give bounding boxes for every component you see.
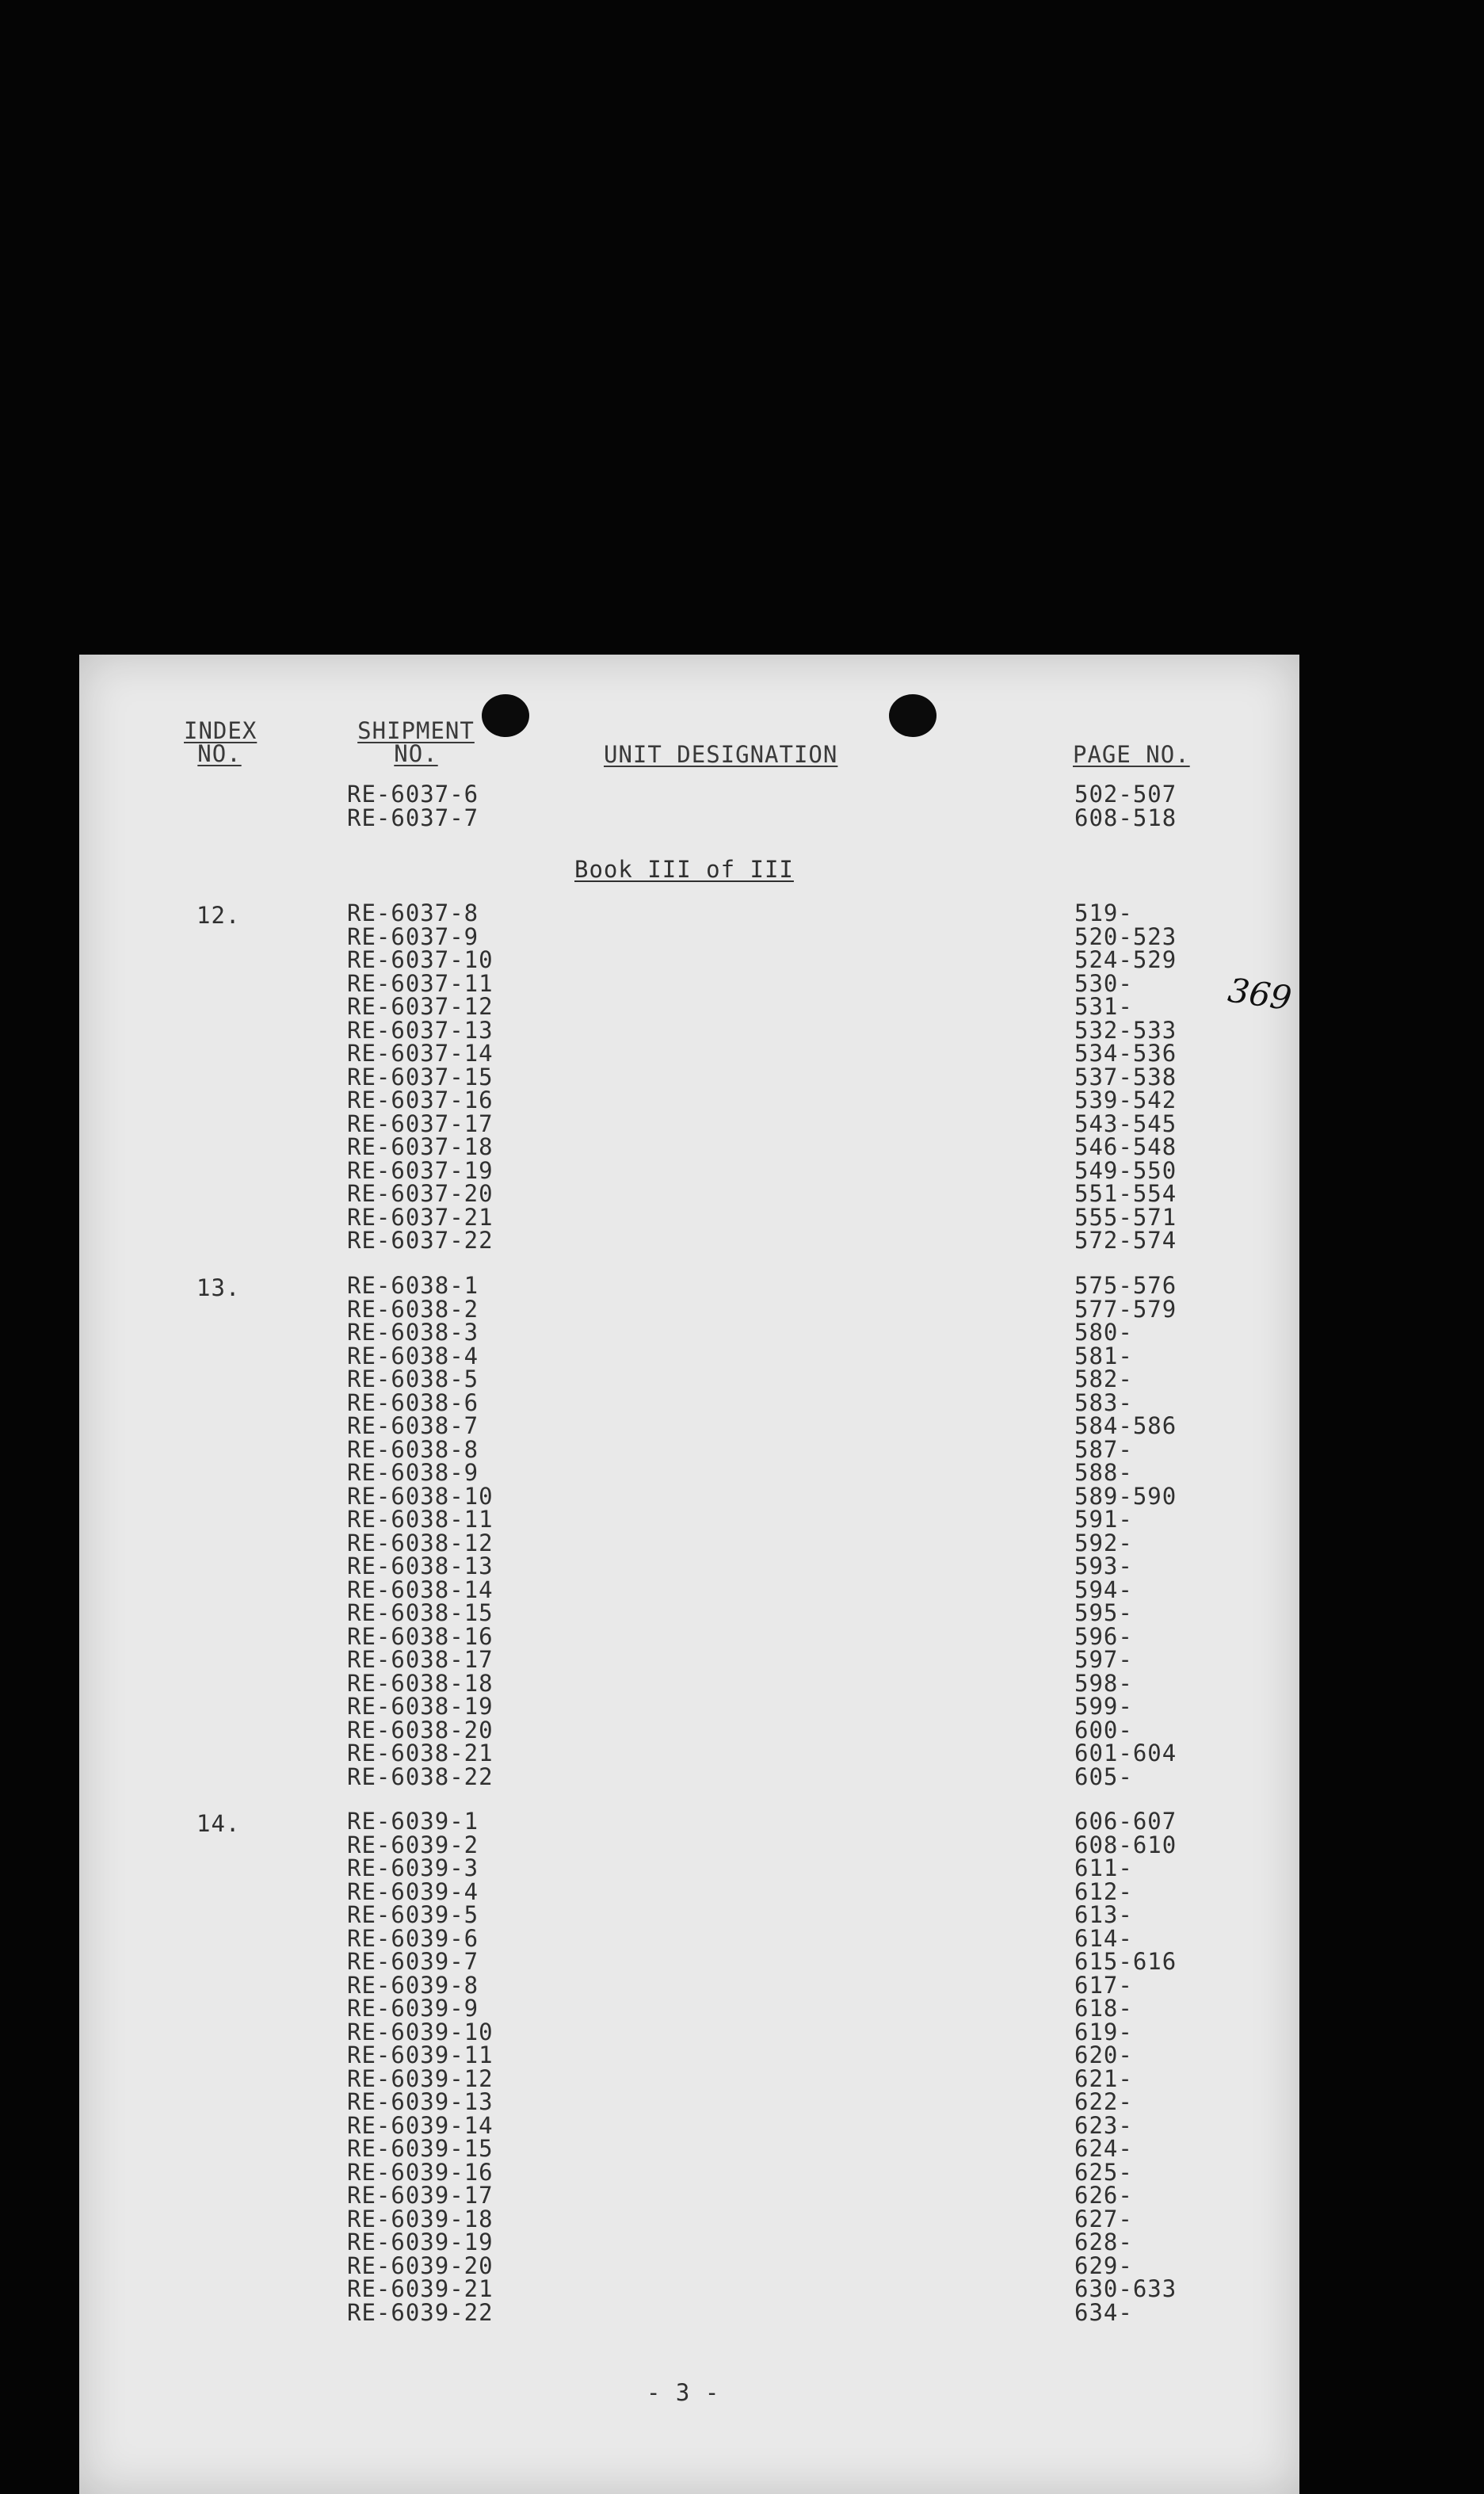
page-range: 531- [1074,993,1133,1020]
page-range: 524-529 [1074,946,1177,973]
shipment-number: RE-6039-5 [347,1901,479,1928]
shipment-number: RE-6038-1 [347,1272,479,1299]
page-range: 592- [1074,1529,1133,1556]
page-number: - 3 - [647,2379,720,2406]
shipment-number: RE-6037-17 [347,1110,494,1137]
index-header-line2: NO. [197,740,242,767]
page-range: 614- [1074,1924,1133,1952]
shipment-number: RE-6037-10 [347,946,494,973]
page-range: 600- [1074,1716,1133,1744]
shipment-number: RE-6039-16 [347,2158,494,2186]
page-range: 612- [1074,1877,1133,1905]
page-list [1074,899,1177,1254]
page-range: 629- [1074,2251,1133,2279]
page-range: 619- [1074,2018,1133,2045]
page-range: 634- [1074,2298,1133,2326]
shipment-number: RE-6038-21 [347,1740,494,1766]
page-range: 584-586 [1074,1412,1177,1439]
shipment-number: RE-6039-9 [347,1995,479,2022]
page-range: 534-536 [1074,1040,1177,1067]
shipment-list [347,1274,494,1789]
page-range: 587- [1074,1435,1133,1463]
shipment-number: RE-6037-6 [347,781,479,808]
page-range: 622- [1074,2088,1133,2115]
shipment-number: RE-6037-8 [347,899,479,926]
shipment-number: RE-6038-11 [347,1506,494,1533]
page-range: 594- [1074,1575,1133,1603]
page-range: 608-518 [1074,804,1177,831]
page-range: 599- [1074,1693,1133,1720]
shipment-number: RE-6039-20 [347,2251,494,2279]
page-range: 613- [1074,1901,1133,1928]
page-range: 627- [1074,2205,1133,2232]
shipment-number: RE-6039-14 [347,2111,494,2139]
index-header-line1: INDEX [184,717,258,744]
shipment-header-line1: SHIPMENT [357,717,475,744]
book-label: Book III of III [574,856,794,883]
document-page [79,655,1299,2494]
handwritten-page-mark: 369 [1225,970,1295,1018]
shipment-number: RE-6038-6 [347,1388,479,1416]
page-range: 583- [1074,1388,1133,1416]
shipment-number: RE-6039-12 [347,2064,494,2092]
shipment-number: RE-6038-5 [347,1365,479,1392]
shipment-number: RE-6038-10 [347,1482,494,1510]
shipment-number: RE-6038-14 [347,1575,494,1603]
page-no-header: PAGE NO. [1073,741,1190,768]
page-range: 588- [1074,1459,1133,1486]
page-range: 601-604 [1074,1740,1177,1766]
top-page-list [1074,783,1177,830]
punch-hole-left [482,694,529,737]
shipment-number: RE-6038-8 [347,1435,479,1463]
page-range: 628- [1074,2229,1133,2255]
shipment-number: RE-6039-10 [347,2018,494,2045]
page-range: 595- [1074,1599,1133,1626]
shipment-number: RE-6038-15 [347,1599,494,1626]
top-shipment-list [347,783,479,830]
shipment-number: RE-6039-19 [347,2229,494,2255]
page-range: 580- [1074,1319,1133,1346]
page-range: 589-590 [1074,1482,1177,1510]
page-range: 555-571 [1074,1203,1177,1231]
section-index: 14. [196,1810,241,1837]
shipment-number: RE-6039-2 [347,1831,479,1858]
page-range: 551-554 [1074,1180,1177,1207]
shipment-number: RE-6037-14 [347,1040,494,1067]
shipment-number: RE-6037-20 [347,1180,494,1207]
page-range: 626- [1074,2182,1133,2209]
shipment-number: RE-6038-18 [347,1669,494,1697]
page-range: 577-579 [1074,1295,1177,1323]
shipment-number: RE-6037-21 [347,1203,494,1231]
shipment-number: RE-6039-6 [347,1924,479,1952]
shipment-number: RE-6038-13 [347,1553,494,1579]
section-index: 13. [196,1274,241,1301]
shipment-number: RE-6037-15 [347,1063,494,1090]
shipment-number: RE-6039-4 [347,1877,479,1905]
page-range: 624- [1074,2135,1133,2162]
page-range: 598- [1074,1669,1133,1697]
shipment-number: RE-6037-22 [347,1227,494,1254]
shipment-number: RE-6038-19 [347,1693,494,1720]
shipment-number: RE-6039-21 [347,2275,494,2302]
shipment-number: RE-6038-17 [347,1646,494,1673]
page-range: 520-523 [1074,922,1177,950]
page-range: 623- [1074,2111,1133,2139]
page-range: 549-550 [1074,1156,1177,1184]
page-range: 543-545 [1074,1110,1177,1137]
page-range: 539-542 [1074,1087,1177,1113]
shipment-no-header [349,717,483,767]
shipment-number: RE-6037-19 [347,1156,494,1184]
page-range: 605- [1074,1763,1133,1790]
shipment-number: RE-6038-9 [347,1459,479,1486]
page-range: 582- [1074,1365,1133,1392]
page-range: 591- [1074,1506,1133,1533]
shipment-number: RE-6039-3 [347,1854,479,1881]
shipment-number: RE-6039-15 [347,2135,494,2162]
page-list [1074,1274,1177,1789]
page-range: 597- [1074,1646,1133,1673]
shipment-number: RE-6037-13 [347,1016,494,1044]
unit-designation-header: UNIT DESIGNATION [604,741,838,768]
page-range: 621- [1074,2064,1133,2092]
shipment-number: RE-6037-16 [347,1087,494,1113]
page-range: 620- [1074,2041,1133,2068]
page-range: 519- [1074,899,1133,926]
shipment-number: RE-6038-2 [347,1295,479,1323]
page-range: 593- [1074,1553,1133,1579]
shipment-number: RE-6039-18 [347,2205,494,2232]
page-list [1074,1810,1177,2324]
page-range: 630-633 [1074,2275,1177,2302]
shipment-number: RE-6037-18 [347,1133,494,1160]
page-range: 596- [1074,1622,1133,1650]
page-range: 617- [1074,1971,1133,1999]
page-range: 611- [1074,1854,1133,1881]
shipment-list [347,1810,494,2324]
shipment-number: RE-6038-20 [347,1716,494,1744]
page-range: 618- [1074,1995,1133,2022]
shipment-number: RE-6037-7 [347,804,479,831]
page-range: 625- [1074,2158,1133,2186]
shipment-number: RE-6039-1 [347,1808,479,1835]
section-index: 12. [196,902,241,929]
page-range: 546-548 [1074,1133,1177,1160]
shipment-number: RE-6039-17 [347,2182,494,2209]
shipment-number: RE-6038-22 [347,1763,494,1790]
shipment-list [347,899,494,1254]
shipment-number: RE-6037-12 [347,993,494,1020]
page-range: 615-616 [1074,1948,1177,1975]
shipment-number: RE-6039-7 [347,1948,479,1975]
shipment-number: RE-6038-4 [347,1342,479,1369]
page-range: 606-607 [1074,1808,1177,1835]
shipment-number: RE-6038-3 [347,1319,479,1346]
page-range: 530- [1074,969,1133,997]
shipment-number: RE-6038-16 [347,1622,494,1650]
shipment-number: RE-6039-8 [347,1971,479,1999]
page-range: 537-538 [1074,1063,1177,1090]
page-range: 608-610 [1074,1831,1177,1858]
punch-hole-right [889,694,937,737]
shipment-number: RE-6039-22 [347,2298,494,2326]
shipment-number: RE-6038-7 [347,1412,479,1439]
shipment-number: RE-6039-11 [347,2041,494,2068]
shipment-number: RE-6039-13 [347,2088,494,2115]
shipment-number: RE-6037-11 [347,969,494,997]
page-range: 572-574 [1074,1227,1177,1254]
page-range: 502-507 [1074,781,1177,808]
page-range: 532-533 [1074,1016,1177,1044]
index-no-header [184,717,258,767]
page-range: 575-576 [1074,1272,1177,1299]
shipment-number: RE-6038-12 [347,1529,494,1556]
shipment-header-line2: NO. [394,740,438,767]
page-range: 581- [1074,1342,1133,1369]
shipment-number: RE-6037-9 [347,922,479,950]
